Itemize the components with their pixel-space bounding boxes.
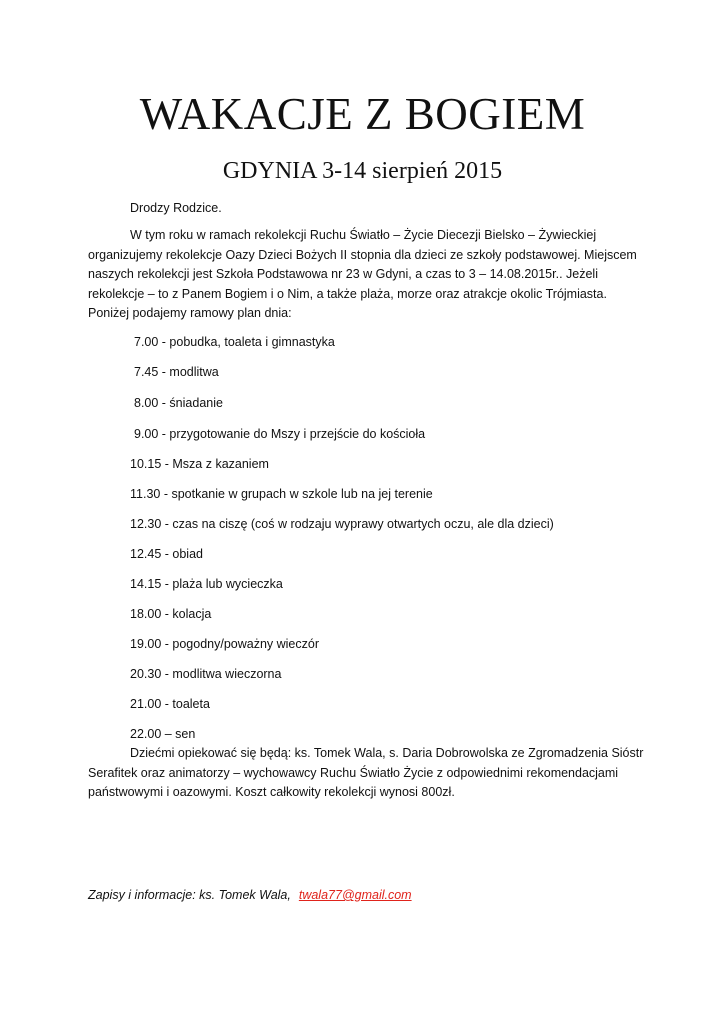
page-title: WAKACJE Z BOGIEM — [139, 89, 586, 139]
outro-paragraph: Dziećmi opiekować się będą: ks. Tomek Wala, s. Daria Dobrowolska ze Zgromadzenia Sióstr Serafitek oraz animatorzy – wychowawcy Ruchu Światło Życie z odpowiednimi rekomendacjami państwowymi i oazowymi. Koszt całkowity rekolekcji wynosi 800zł. — [88, 746, 644, 799]
contact-line — [88, 886, 412, 904]
schedule-item: 22.00 – sen — [130, 727, 196, 741]
contact-email-link[interactable]: twala77@gmail.com — [298, 888, 412, 902]
greeting: Drodzy Rodzice. — [130, 201, 222, 215]
schedule-item: 7.00 - pobudka, toaleta i gimnastyka — [134, 335, 335, 349]
schedule-item: 19.00 - pogodny/poważny wieczór — [130, 637, 320, 651]
schedule-item: 18.00 - kolacja — [130, 607, 212, 621]
schedule-item: 12.30 - czas na ciszę (coś w rodzaju wyprawy otwartych oczu, ale dla dzieci) — [130, 517, 554, 531]
schedule-item: 14.15 - plaża lub wycieczka — [130, 577, 283, 591]
page-subtitle: GDYNIA 3-14 sierpień 2015 — [222, 158, 503, 184]
schedule-item: 7.45 - modlitwa — [134, 365, 219, 379]
schedule-item: 8.00 - śniadanie — [134, 396, 223, 410]
schedule-item: 10.15 - Msza z kazaniem — [130, 457, 269, 471]
schedule-item: 9.00 - przygotowanie do Mszy i przejście do kościoła — [134, 427, 426, 441]
intro-paragraph: W tym roku w ramach rekolekcji Ruchu Światło – Życie Diecezji Bielsko – Żywieckiej organizujemy rekolekcje Oazy Dzieci Bożych II stopnia dla dzieci ze szkoły podstawowej. Miejscem naszych rekolekcji jest Szkoła Podstawowa nr 23 w Gdyni, a czas to 3 – 14.08.2015r.. Jeżeli rekolekcje – to z Panem Bogiem i o Nim, a także plaża, morze oraz atrakcje okolic Trójmiasta. Poniżej podajemy ramowy plan dnia: — [88, 228, 637, 320]
schedule-item: 12.45 - obiad — [130, 547, 203, 561]
schedule-item: 20.30 - modlitwa wieczorna — [130, 667, 282, 681]
schedule-item: 11.30 - spotkanie w grupach w szkole lub na jej terenie — [130, 487, 433, 501]
contact-label: Zapisy i informacje: ks. Tomek Wala, — [88, 888, 291, 902]
schedule-item: 21.00 - toaleta — [130, 697, 210, 711]
